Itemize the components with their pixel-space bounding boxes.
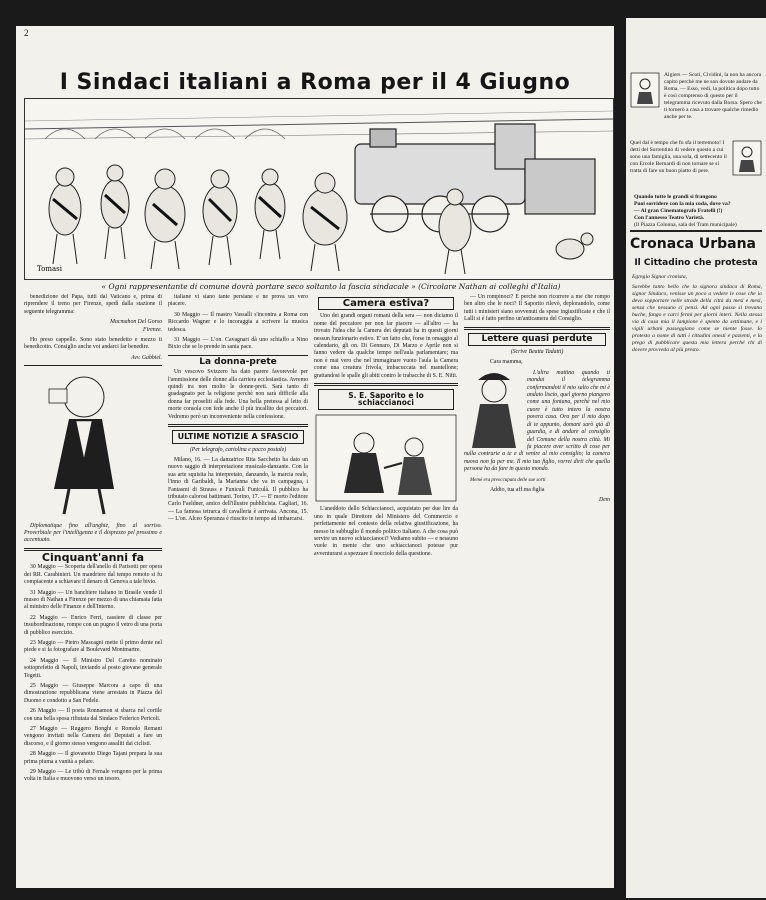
- section-title-saporito: S. E. Saporito e lo schiaccianoci: [318, 389, 454, 410]
- chronicle-item: 28 Maggio — Il giovanotto Diego Tajani prepara la sua prima piuma a vanità a pelare.: [24, 751, 162, 765]
- page-number: 2: [24, 28, 29, 38]
- facing-page: [626, 18, 766, 898]
- cinema-ad: Quando tutte le grandi si frangono Puoi sorridere con la mia coda, dove va? — Al gran Cinematografo Fratelli (!) Con l'annesso Teatro Varietà.: [634, 194, 731, 221]
- fourth-column: [464, 294, 610, 882]
- telegram-header: Macmahon Del Gorso Firenze.: [110, 319, 162, 333]
- letter-signature: Dem: [599, 497, 610, 504]
- ultime-notizie-subtitle: (Per telegrafo, cartolina e pacco postale): [189, 446, 287, 453]
- telegram-body: Ho preso cappello. Sono stato benedetto e mezzo ti benedicotto. Consiglio anche voi andarci far benedire.: [24, 337, 162, 351]
- letter-body: L'altra mattina quando ti mandai il telegramma confermandoti il mio salto che mi è andato liscio, quel giorno piangevo come una fontana, perchè nel mio cuore è tutto intero la nostra povera casa. Ora per il mio dopo di te appunto, domani sarò già di guardia, e di andare al consiglio del Comune della nostra città. Mi fa piacere aver scritto di cose per nulla contrarie a te e di venire al mio consiglio; la camera nuova non fa per me. Il mio tuo figlio, vorrei dirti che quella persona ha da fare in questo mondo.: [464, 369, 610, 473]
- mid-intro: italiane vi siano tante persiane e ne prova un vero piacere.: [168, 294, 308, 308]
- left-intro: benedizione del Papa, tutti dal Vaticano e, prima di riprendere il treno per Firenze, spedì dalla stazione il seguente telegramma:: [24, 294, 162, 315]
- lettere-subtitle: (Scrive Beatta Tadatti): [510, 349, 564, 356]
- cartoon-caption: « Ogni rappresentante di comune dovrà portare seco soltanto la fascia sindacale » (Circolare Nathan ai colleghi d'Italia): [101, 282, 561, 291]
- left-column: [24, 294, 162, 882]
- meme-caricature: [464, 370, 524, 450]
- cartoon-artist-signature: Tomasi: [37, 265, 62, 273]
- section-title-lettere: Lettere quasi perdute: [468, 333, 606, 346]
- section-title-ultime-notizie: ULTIME NOTIZIE A SFASCIO: [172, 430, 304, 443]
- divider: [314, 383, 458, 386]
- letter-salutation: Cara mamma,: [490, 359, 523, 366]
- divider: [168, 355, 308, 356]
- fourth-intro: — Un rompinoci? E perchè non ricorrere a me che rompo ben altro che le noci? Il Saporito rilevò, deplorandolo, come tutti i ministeri siano sovvenuti da spese ingiustificate e che il Lalli si è fatto perfino un'anticamera del Consiglio.: [464, 294, 610, 323]
- chronicle-item: 30 Maggio — Scoperta dell'anello di Parisotti per opera dei RR. Carabinieri. Un mandriere dal tempo remoto si fu compiacente a schiavare il denaro di Genova a tale bivio.: [24, 564, 162, 586]
- meme-caption: Memé era preoccupata delle sue sorti: [470, 477, 546, 483]
- ultime-notizie-text: Milano, 16. — La danzatrice Rita Sacchetto ha dato un nuovo saggio di interpretazione musicale-danzante. Con la sua arte squisita ha interpretato, danzando, la marcia reale, l'inno di Garibaldi, la Marianna che va in campagna, i Fantasmi di Strauss e Funiculì Funiculà. Il pubblico ha tributato calorosi battimani. Torino, 17. — E' morto l'editore Carlo Faeldner, amico dell'illustre pubblicista. Cagliari, 16. — La famosa tetrarca di cavalleria è arrivata. Ancona, 15. — L'on. Alceo Speranza è riuscito in tempo ad imbarcarsi.: [168, 456, 308, 523]
- letter-closing: Addio, tua aff.ma figlia: [490, 486, 545, 493]
- saporito-text: L'aneddoto dello Schiaccianoci, acquistato per due lire da uno in quale Direttore del Ministero del Commercio e perfettamente nel contesto della relativa giustificazione, ha messo in subbuglio il mondo politico italiano. A che cosa può servire un nuovo schiaccianoci? Vediamo subito — e nessuno vuole in mente che uno schiaccianoci potesse pur avventurarsi a spezzare il nocciolo della questione.: [314, 506, 458, 557]
- chronicle-item: 23 Maggio — Pietro Mascagni mette il primo dente nel piede e si fa fotografare al Boulevard Montmartre.: [24, 639, 162, 654]
- mid-paragraph: 30 Maggio — Il mastro Vassalli s'incontra a Roma con Riccardo Wagner e lo incoraggia a scrivere la musica tedesca.: [168, 311, 308, 333]
- mid-paragraph: 31 Maggio — L'on. Cavagnari dà uno schiaffo a Nino Bixio che se lo prende in santa pace.: [168, 337, 308, 351]
- section-title-donna-prete: La donna-prete: [199, 356, 277, 367]
- chronicle-item: 27 Maggio — Ruggero Bonghi e Romolo Remani vengono invitati nella Camera dei Deputati a fare un discorso, e il giorno stesso vengono assaliti dai ciclisti.: [24, 726, 162, 747]
- cronaca-text: Sarebbe tanto bello che la signora sindaca di Roma, signor Sindaco, venisse un poco a vedere le cose che io devo sopportare nelle strade della città da mesi e mesi, senza che nessuno ci pensi. Ad ogni passo si trovano buche, fango e carri fermi per giorni interi. Nella stessa via di casa mia il lampione è spento da settimane, e i vigili urbani passeggiano come se niente fosse. Io protesto a nome di tutti i cittadini onesti e pazienti, e la prego di pubblicare questa mia lettera perché chi di dovere provveda al più presto.: [632, 284, 762, 353]
- locomotive: [355, 124, 595, 232]
- cartoon-illustration: [24, 98, 614, 280]
- section-title-cronaca-urbana: Cronaca Urbana: [630, 236, 756, 252]
- third-column: [314, 294, 458, 882]
- divider: [630, 230, 762, 232]
- chronicle-item: 29 Maggio — Le tribù di Fernale vengono per la prima volta in Italia e muovono verso un tesoro.: [24, 769, 162, 783]
- schiaccianoci-illustration: [314, 413, 458, 503]
- cartoon-drawing: [25, 99, 613, 279]
- caricature-portrait: [24, 369, 162, 519]
- chronicle-item: 24 Maggio — Il Ministro Del Caretto nominato sottoprefetto di Napoli, inviando al posto giovane generale Tegetti.: [24, 657, 162, 679]
- telegram-signature: Avv. Gabbiel.: [131, 354, 162, 361]
- small-vignette-top: [630, 72, 660, 108]
- chronicle-item: 31 Maggio — Un banchiere italiano in Brasile vende il museo di Nathan a Firenze per mezzo di una chiamata fatta al ministro delle Finanze e dell'Interno.: [24, 589, 162, 611]
- page-headline: I Sindaci italiani a Roma per il 4 Giugno: [59, 70, 571, 95]
- divider: [168, 424, 308, 427]
- subsection-title-cittadino: Il Cittadino che protesta: [634, 258, 758, 268]
- donna-prete-text: Un vescovo Svizzero ha dato parere favorevole per l'ammissione delle donne alla carriera ecclesiastica. Avremo quindi tra non molto le donne-preti. Sarà tanto di guadagnato per la religione perchè non sarà difficile alla donna far proseliti alla fede. Una bella pretessa al letto di morte consola con fede anche il più incallito dei peccatori. Vedremo però un inconveniente nella confessione.: [168, 369, 308, 420]
- facing-mid-text: Quel dal è tempo che fu sfa il terremoto! I detti del Sorrentino di vedere questo a cui sono una famiglia, una sola, di settecento il con Ercole Bernardi di non tornare se si tratta di fare un buon piatto di pere.: [630, 140, 727, 174]
- cronaca-note: Egregio Signor cronista,: [632, 274, 688, 280]
- section-title-cinquantanni: Cinquant'anni fa: [41, 550, 145, 564]
- newspaper-page: [16, 26, 614, 888]
- divider: [24, 365, 162, 366]
- cinema-ad-note: (Il Piazza Colonna, sala del Tram municipale): [634, 222, 737, 228]
- middle-column: [168, 294, 308, 882]
- divider: [464, 327, 610, 330]
- chronicle-item: 25 Maggio — Giuseppe Marcora a capo di una dimostrazione repubblicana viene arrestato in Piazza del Duomo e condotto a San Fedele.: [24, 682, 162, 704]
- chronicle-item: 22 Maggio — Enrico Ferri, cassiere di classe per insubordinazione, rompe con un pugno il vetro di una porta di pubblico esercizio.: [24, 614, 162, 636]
- camera-estiva-text: Uno dei grandi organi romani della sera — non diciamo il nome del peccatore per non far piacere — all'altro — ha trovato l'idea che la Camera dei deputati ha in questi giorni nessun funzionario estivo. E' un fatto che, forse in omaggio al calendario, gli on. Di Gennaro, Di Marzo e Aprile non si fanno vedere da qualche tempo nell'aula parlamentare; ma non è mai vero che nel immaginare vuoto l'aula la Camera come una creatura frivola, imbacuccata nel mantellone; grattandosi le spalle gli abiti contro le trabacche di S. E. Nitti.: [314, 313, 458, 379]
- caricature-caption: Diplomatique fino all'unghie, fino al sorriso. Proverbiale per l'intelligenza e il disprezzo pel prossimo e accentuato.: [24, 522, 162, 544]
- small-vignette-mid: [732, 140, 762, 176]
- chronicle-item: 26 Maggio — Il poeta Ronnamon si sbarca nel cortile con una bella sposa rifiutata dal Sindaco Federico Pericoli.: [24, 708, 162, 722]
- facing-top-text: Algiers — Scoti, Cividini, la non ha ancora capito perchè me ne son dovute andare da Roma. — Esso, vedi, la politica dopo tutto è così comprenso di questo per il telegramma ricevuto dalla Borsa. Spero che ti tornerò a casa a trovare qualche rimedio anche per te.: [664, 72, 762, 120]
- section-title-camera-estiva: Camera estiva?: [318, 297, 454, 310]
